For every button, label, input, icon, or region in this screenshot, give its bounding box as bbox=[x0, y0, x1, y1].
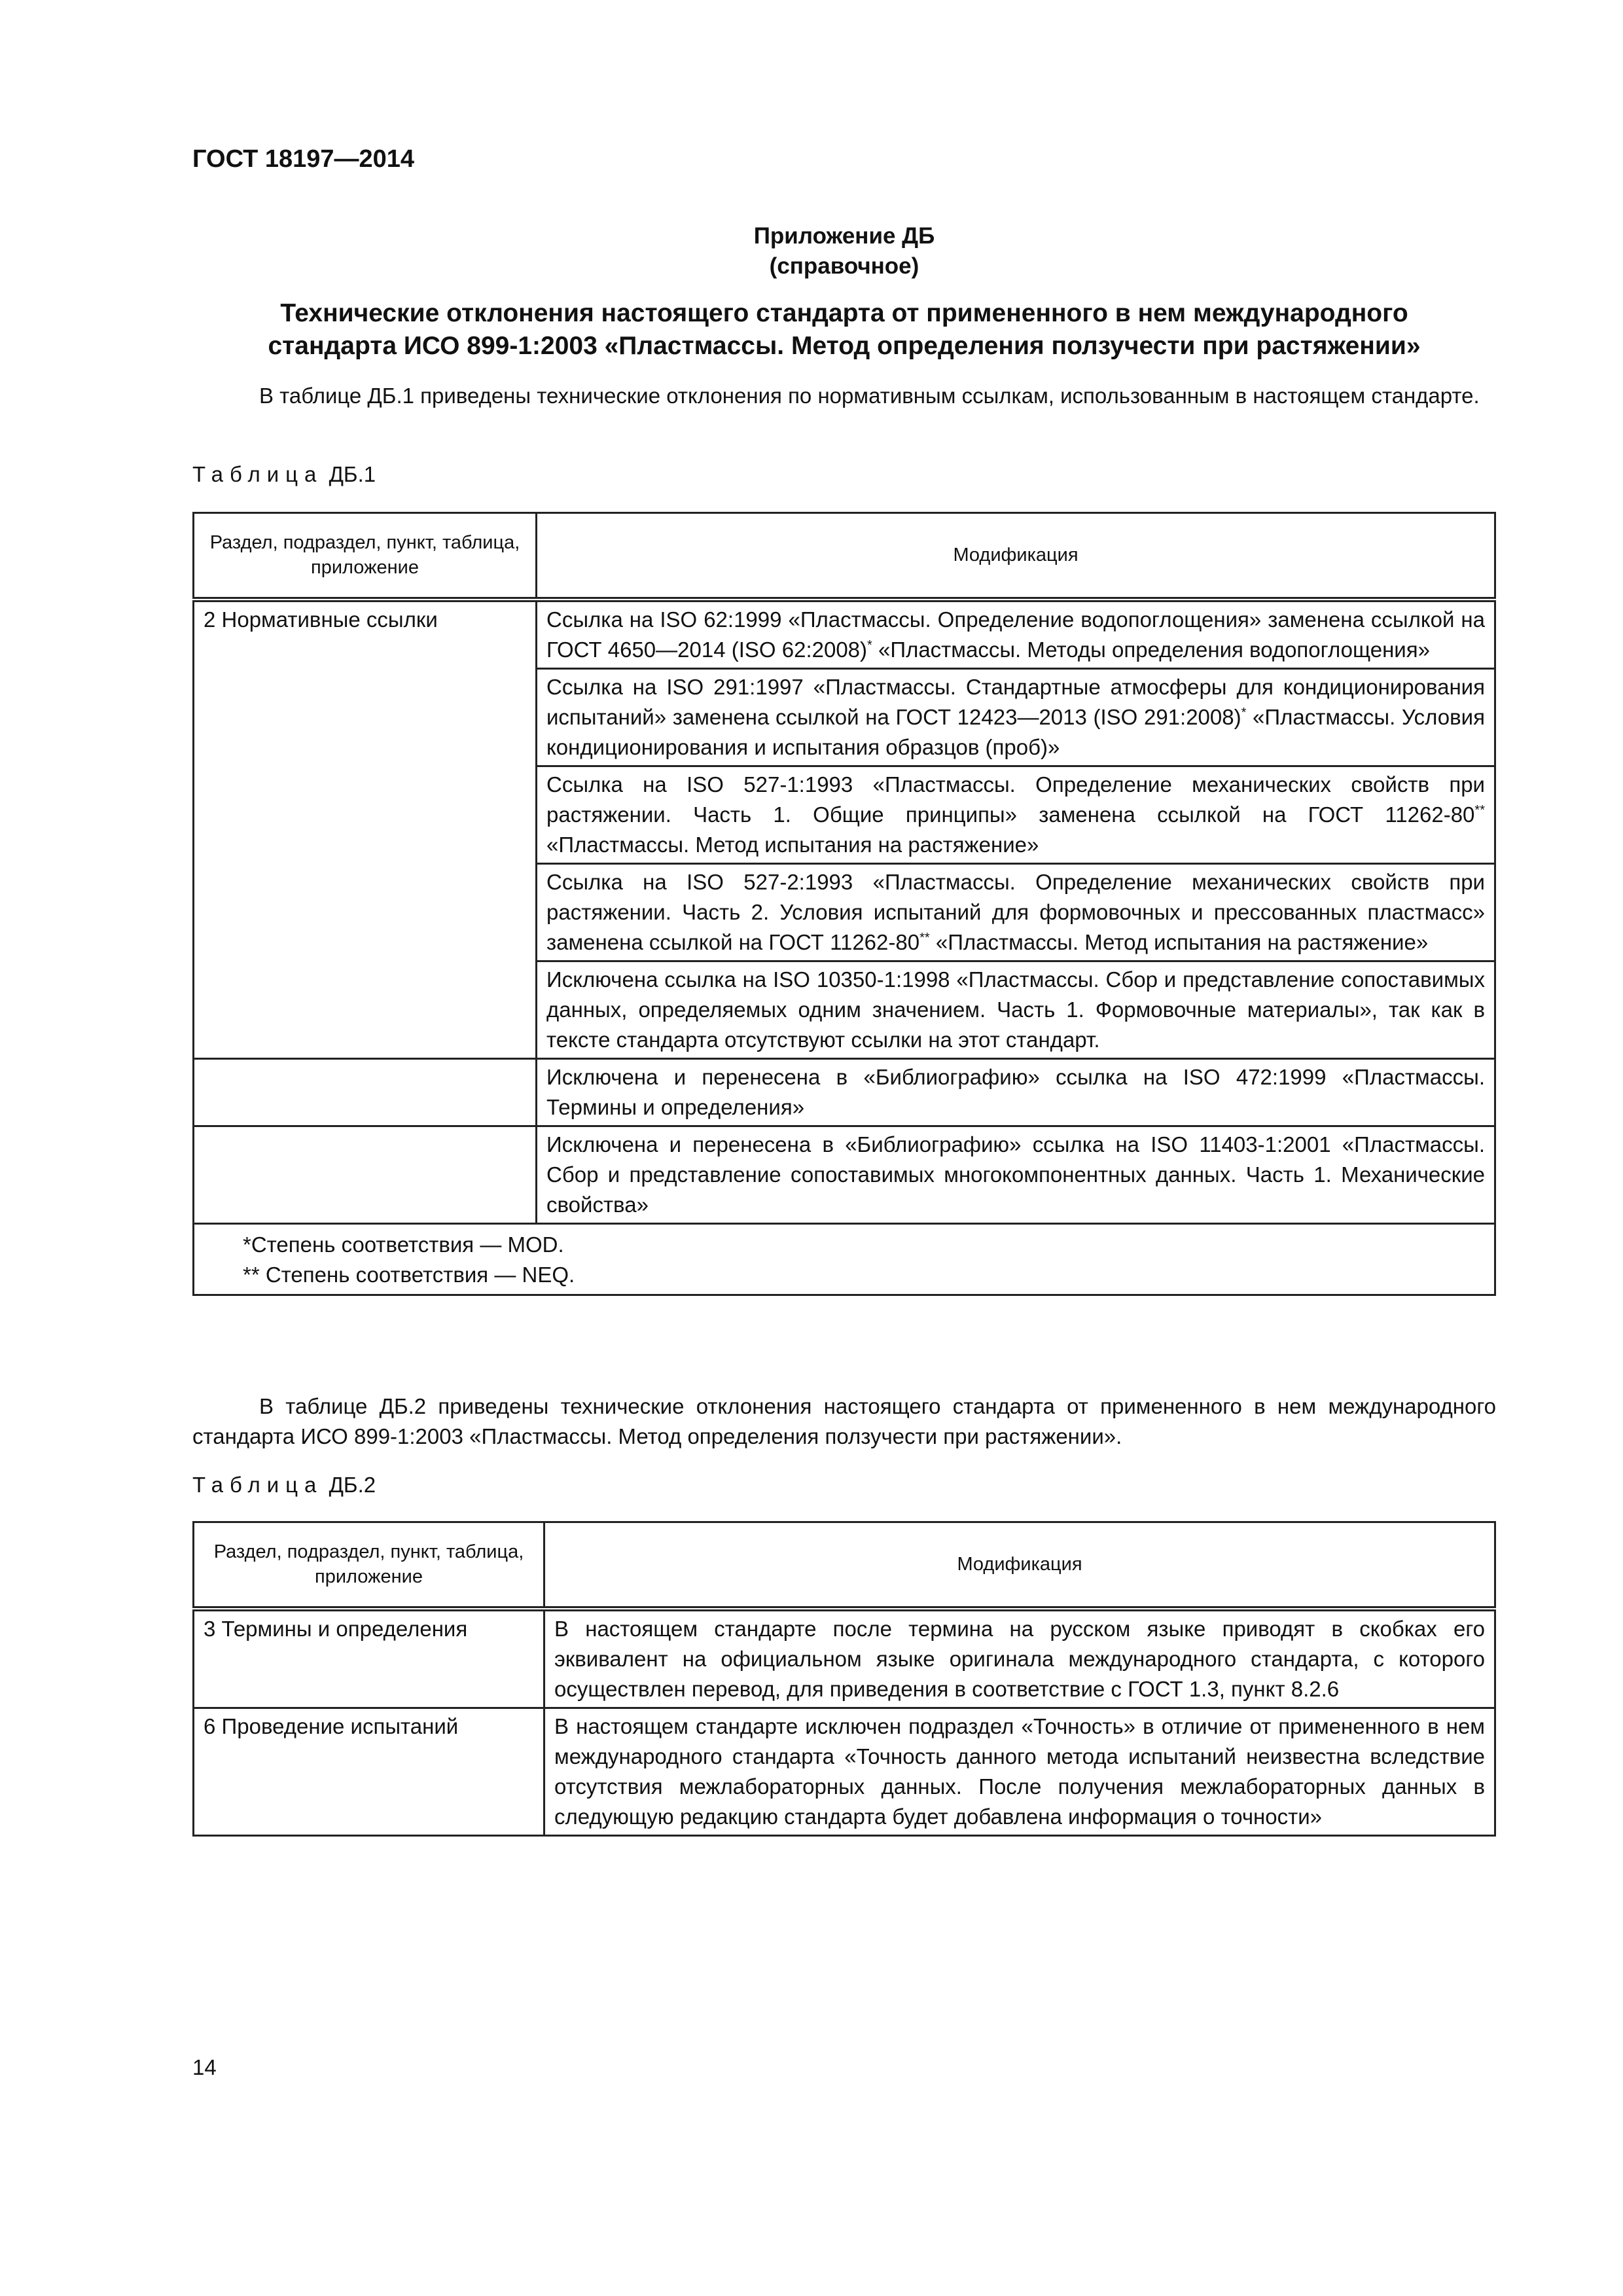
appendix-title: Приложение ДБ bbox=[753, 223, 935, 249]
footnote-neq: ** Степень соответствия — NEQ. bbox=[243, 1262, 575, 1287]
table-db2 bbox=[192, 1521, 1496, 1837]
footnote-mark: ** bbox=[1474, 802, 1485, 817]
footnote-mark: * bbox=[1241, 705, 1247, 720]
table2-caption-number: ДБ.2 bbox=[329, 1473, 376, 1497]
table2-section-cell: 6 Проведение испытаний bbox=[194, 1708, 544, 1835]
table2-col-section-header: Раздел, подраздел, пункт, таблица, приложение bbox=[194, 1522, 544, 1609]
table-row bbox=[194, 600, 1495, 669]
table1-col-section-header: Раздел, подраздел, пункт, таблица, приложение bbox=[194, 513, 537, 600]
document-code-header: ГОСТ 18197—2014 bbox=[192, 145, 415, 173]
table1-empty-section-cell bbox=[194, 1058, 537, 1126]
table1-modification-cell: Ссылка на ISO 527-2:1993 «Пластмассы. Определение механических свойств при растяжении. Часть 2. Условия испытаний для формовочных и прессованных пластмасс» заменена ссылкой на ГОСТ 11262-80** «Пластмассы. Метод испытания на растяжение» bbox=[537, 863, 1495, 961]
intro-paragraph-2: В таблице ДБ.2 приведены технические отклонения настоящего стандарта от примененного в нем международного стандарта ИСО 899-1:2003 «Пластмассы. Метод определения ползучести при растяжении». bbox=[192, 1394, 1496, 1448]
table-db1 bbox=[192, 512, 1496, 1296]
table1-empty-section-cell bbox=[194, 1126, 537, 1223]
appendix-heading bbox=[192, 221, 1496, 281]
heading-line-1: Технические отклонения настоящего стандарта от примененного в нем международного bbox=[280, 299, 1408, 327]
table2-modification-cell: В настоящем стандарте исключен подраздел «Точность» в отличие от примененного в нем международного стандарта «Точность данного метода испытаний неизвестна вследствие отсутствия межлабораторных данных. После получения межлабораторных данных в следующую редакцию стандарта будет добавлена информация о точности» bbox=[544, 1708, 1495, 1835]
footnote-mark: * bbox=[867, 637, 872, 653]
table1-footnotes bbox=[194, 1223, 1495, 1295]
page-number: 14 bbox=[192, 2055, 217, 2079]
table-row bbox=[194, 1609, 1495, 1708]
appendix-main-heading bbox=[192, 297, 1496, 363]
table2-section-cell: 3 Термины и определения bbox=[194, 1609, 544, 1708]
table-row bbox=[194, 1058, 1495, 1126]
table2-col-modification-header: Модификация bbox=[544, 1522, 1495, 1609]
heading-line-2: стандарта ИСО 899-1:2003 «Пластмассы. Метод определения ползучести при растяжении» bbox=[268, 332, 1421, 360]
table1-modification-cell: Ссылка на ISO 527-1:1993 «Пластмассы. Определение механических свойств при растяжении. Часть 1. Общие принципы» заменена ссылкой на ГОСТ 11262-80** «Пластмассы. Метод испытания на растяжение» bbox=[537, 766, 1495, 863]
table1-caption bbox=[192, 462, 376, 487]
table1-modification-cell: Исключена и перенесена в «Библиографию» ссылка на ISO 472:1999 «Пластмассы. Термины и определения» bbox=[537, 1058, 1495, 1126]
intro-paragraph-1: В таблице ДБ.1 приведены технические отклонения по нормативным ссылкам, использованным в настоящем стандарте. bbox=[259, 384, 1480, 408]
table1-section-cell: 2 Нормативные ссылки bbox=[194, 600, 537, 1059]
appendix-type: (справочное) bbox=[769, 253, 919, 279]
table2-caption-word: Таблица bbox=[192, 1473, 323, 1497]
table1-caption-number: ДБ.1 bbox=[329, 462, 376, 486]
table1-modification-cell: Ссылка на ISO 62:1999 «Пластмассы. Определение водопоглощения» заменена ссылкой на ГОСТ 4650—2014 (ISO 62:2008)* «Пластмассы. Методы определения водопоглощения» bbox=[537, 600, 1495, 669]
footnote-mod: *Степень соответствия — MOD. bbox=[243, 1232, 564, 1257]
table1-caption-word: Таблица bbox=[192, 462, 323, 486]
table2-caption bbox=[192, 1473, 376, 1498]
table1-modification-cell: Исключена ссылка на ISO 10350-1:1998 «Пластмассы. Сбор и представление сопоставимых данных, определяемых одним значением. Часть 1. Формовочные материалы», так как в тексте стандарта отсутствуют ссылки на этот стандарт. bbox=[537, 961, 1495, 1058]
table-row bbox=[194, 1126, 1495, 1223]
table1-modification-cell: Ссылка на ISO 291:1997 «Пластмассы. Стандартные атмосферы для кондиционирования испытаний» заменена ссылкой на ГОСТ 12423—2013 (ISO 291:2008)* «Пластмассы. Условия кондиционирования и испытания образцов (проб)» bbox=[537, 668, 1495, 766]
table-row bbox=[194, 1708, 1495, 1835]
table1-footnotes-row bbox=[194, 1223, 1495, 1295]
table1-modification-cell: Исключена и перенесена в «Библиографию» ссылка на ISO 11403-1:2001 «Пластмассы. Сбор и представление сопоставимых многокомпонентных данных. Часть 1. Механические свойства» bbox=[537, 1126, 1495, 1223]
footnote-mark: ** bbox=[919, 930, 930, 945]
table2-modification-cell: В настоящем стандарте после термина на русском языке приводят в скобках его эквивалент на официальном языке оригинала международного стандарта, с которого осуществлен перевод, для приведения в соответствие с ГОСТ 1.3, пункт 8.2.6 bbox=[544, 1609, 1495, 1708]
table1-col-modification-header: Модификация bbox=[537, 513, 1495, 600]
